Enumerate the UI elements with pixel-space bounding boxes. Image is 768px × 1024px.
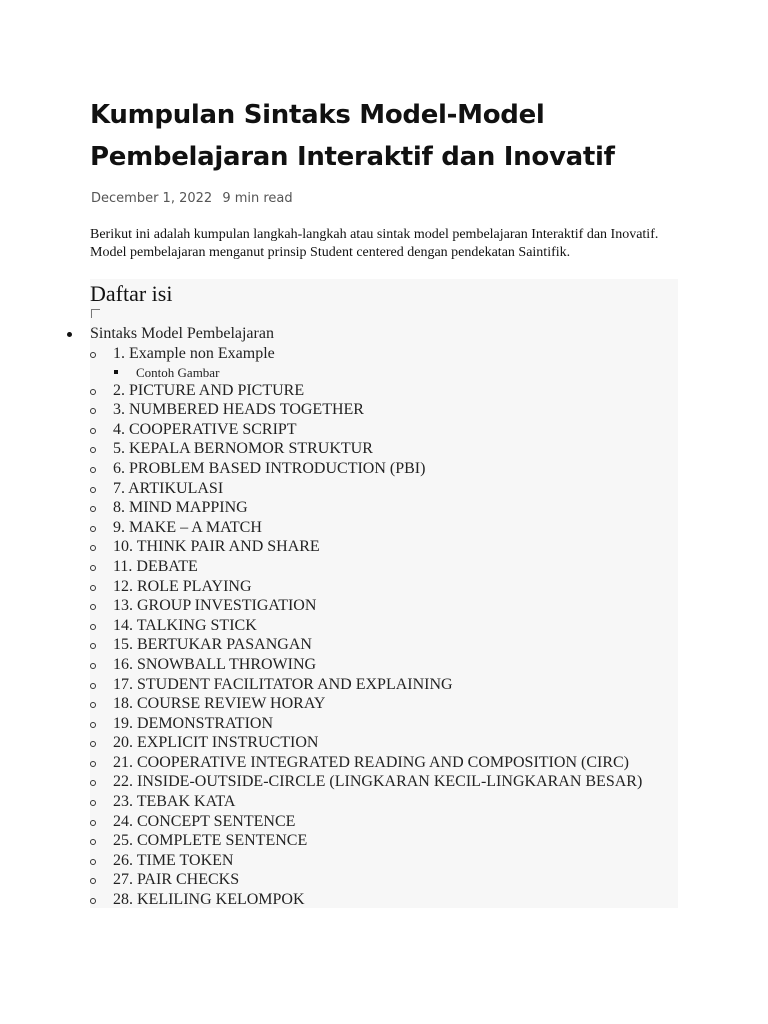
- toc-item: [90, 381, 678, 401]
- toc-item: [90, 635, 678, 655]
- toc-item: [90, 812, 678, 832]
- toc-item-link[interactable]: 17. STUDENT FACILITATOR AND EXPLAINING: [113, 675, 453, 693]
- toc-item: [90, 479, 678, 499]
- toc-item: [90, 439, 678, 459]
- circle-bullet-icon: [90, 604, 96, 610]
- toc-item-link[interactable]: 2. PICTURE AND PICTURE: [113, 381, 305, 399]
- toc-item: [90, 557, 678, 577]
- toc-item-link[interactable]: 27. PAIR CHECKS: [113, 871, 240, 889]
- toc-item: [90, 714, 678, 734]
- circle-bullet-icon: [90, 447, 96, 453]
- circle-bullet-icon: [90, 722, 96, 728]
- toc-item: [90, 400, 678, 420]
- toc-item-link[interactable]: 26. TIME TOKEN: [113, 851, 234, 869]
- circle-bullet-icon: [90, 780, 96, 786]
- toc-sub-list: [90, 344, 678, 910]
- circle-bullet-icon: [90, 487, 96, 493]
- toc-item-link[interactable]: 20. EXPLICIT INSTRUCTION: [113, 734, 319, 752]
- toc-item-link[interactable]: 19. DEMONSTRATION: [113, 714, 273, 732]
- toc-item: [90, 537, 678, 557]
- toc-item: [90, 344, 678, 364]
- toc-item-link[interactable]: 9. MAKE – A MATCH: [113, 518, 262, 536]
- toc-subitem: [90, 364, 678, 381]
- toc-item-link[interactable]: 11. DEBATE: [113, 557, 198, 575]
- toc-item-link[interactable]: 12. ROLE PLAYING: [113, 577, 252, 595]
- toc-item: [90, 459, 678, 479]
- circle-bullet-icon: [90, 389, 96, 395]
- circle-bullet-icon: [90, 428, 96, 434]
- toc-item-link[interactable]: 25. COMPLETE SENTENCE: [113, 832, 308, 850]
- circle-bullet-icon: [90, 878, 96, 884]
- toc-item: [90, 655, 678, 675]
- toc-item-link[interactable]: 1. Example non Example: [113, 345, 275, 362]
- toc-item-link[interactable]: 15. BERTUKAR PASANGAN: [113, 636, 312, 654]
- toc-item: [90, 616, 678, 636]
- toc-item: [90, 596, 678, 616]
- toc-item: [90, 498, 678, 518]
- circle-bullet-icon: [90, 467, 96, 473]
- toc-item: [90, 890, 678, 910]
- circle-bullet-icon: [90, 545, 96, 551]
- toc-item: [90, 870, 678, 890]
- toc-item-link[interactable]: 10. THINK PAIR AND SHARE: [113, 538, 320, 556]
- circle-bullet-icon: [90, 663, 96, 669]
- circle-bullet-icon: [90, 585, 96, 591]
- circle-bullet-icon: [90, 624, 96, 630]
- circle-bullet-icon: [90, 643, 96, 649]
- toc-item: [90, 420, 678, 440]
- circle-bullet-icon: [90, 702, 96, 708]
- circle-bullet-icon: [90, 859, 96, 865]
- toc-item: [90, 753, 678, 773]
- toc-item: [90, 772, 678, 792]
- toc-item-link[interactable]: 3. NUMBERED HEADS TOGETHER: [113, 401, 364, 419]
- toc-item-link[interactable]: 14. TALKING STICK: [113, 616, 257, 634]
- toc-title: Daftar isi: [90, 281, 173, 306]
- circle-bullet-icon: [90, 820, 96, 826]
- circle-bullet-icon: [90, 839, 96, 845]
- toc-section: [90, 324, 678, 910]
- toc-item: [90, 851, 678, 871]
- toc-item-link[interactable]: 24. CONCEPT SENTENCE: [113, 812, 296, 830]
- expand-collapse-icon[interactable]: [90, 308, 101, 319]
- circle-bullet-icon: [90, 800, 96, 806]
- toc-item: [90, 675, 678, 695]
- toc-item-link[interactable]: 5. KEPALA BERNOMOR STRUKTUR: [113, 440, 373, 458]
- circle-bullet-icon: [90, 506, 96, 512]
- circle-bullet-icon: [90, 898, 96, 904]
- toc-item-link[interactable]: 13. GROUP INVESTIGATION: [113, 597, 317, 615]
- circle-bullet-icon: [90, 761, 96, 767]
- toc-list: [90, 324, 678, 910]
- read-time: 9 min read: [222, 191, 293, 206]
- circle-bullet-icon: [90, 741, 96, 747]
- square-bullet-icon: [114, 370, 118, 374]
- toc-item: [90, 733, 678, 753]
- circle-bullet-icon: [90, 526, 96, 532]
- toc-item-link[interactable]: 8. MIND MAPPING: [113, 499, 248, 517]
- circle-bullet-icon: [90, 408, 96, 414]
- toc-item-link[interactable]: 4. COOPERATIVE SCRIPT: [113, 420, 297, 438]
- circle-bullet-icon: [90, 565, 96, 571]
- toc-item-link[interactable]: 6. PROBLEM BASED INTRODUCTION (PBI): [113, 459, 426, 477]
- disc-bullet-icon: [67, 332, 72, 337]
- toc-item-link[interactable]: 16. SNOWBALL THROWING: [113, 655, 317, 673]
- article-meta: [91, 190, 293, 208]
- intro-paragraph: Berikut ini adalah kumpulan langkah-langkah atau sintak model pembelajaran Interaktif dan Inovatif. Model pembelajaran menganut prinsip Student centered dengan pendekatan Saintifik.: [90, 227, 659, 260]
- toc-item-link[interactable]: 21. COOPERATIVE INTEGRATED READING AND COMPOSITION (CIRC): [113, 753, 629, 771]
- toc-item-link[interactable]: 23. TEBAK KATA: [113, 793, 236, 811]
- toc-section-link[interactable]: Sintaks Model Pembelajaran: [90, 325, 274, 342]
- page-title: Kumpulan Sintaks Model-Model Pembelajaran Interaktif dan Inovatif: [90, 100, 615, 172]
- toc-item-link[interactable]: 28. KELILING KELOMPOK: [113, 891, 305, 909]
- toc-item: [90, 792, 678, 812]
- circle-bullet-icon: [90, 683, 96, 689]
- toc-item-link[interactable]: 18. COURSE REVIEW HORAY: [113, 695, 326, 713]
- toc-item: [90, 577, 678, 597]
- toc-subitem-link[interactable]: Contoh Gambar: [136, 364, 220, 380]
- toc-item: [90, 831, 678, 851]
- toc-item-link[interactable]: 22. INSIDE-OUTSIDE-CIRCLE (LINGKARAN KECIL-LINGKARAN BESAR): [113, 773, 643, 791]
- circle-bullet-icon: [90, 352, 96, 358]
- toc-item-link[interactable]: 7. ARTIKULASI: [113, 479, 224, 497]
- table-of-contents: [90, 279, 678, 908]
- toc-item: [90, 694, 678, 714]
- publish-date: December 1, 2022: [91, 191, 213, 206]
- toc-item: [90, 518, 678, 538]
